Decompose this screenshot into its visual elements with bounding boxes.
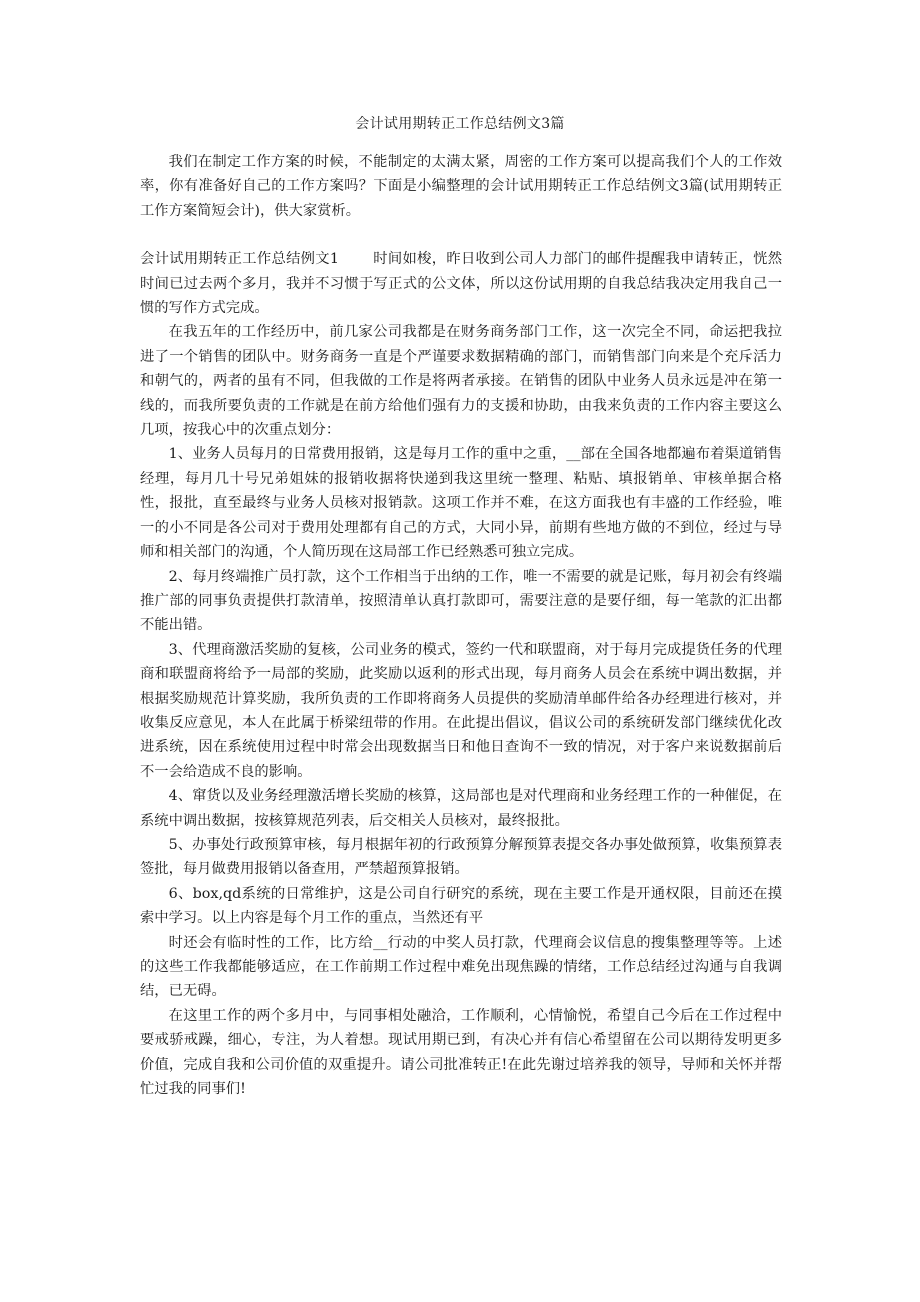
list-item-4: 4、窜货以及业务经理激活增长奖励的核算，这局部也是对代理商和业务经理工作的一种催促，在系统中调出数据，按核算规范列表，后交相关人员核对，最终报批。 — [140, 788, 782, 829]
body-paragraph: 在我五年的工作经历中，前几家公司我都是在财务商务部门工作，这一次完全不同，命运把我拉进了一个销售的团队中。财务商务一直是个严谨要求数据精确的部门，而销售部门向来是个充斥活力和朝气的，两者的虽有不同，但我做的工作是将两者承接。在销售的团队中业务人员永远是冲在第一线的，而我所要负责的工作就是在前方给他们强有力的支援和协助，由我来负责的工作内容主要这么几项，按我心中的次重点划分： — [140, 324, 782, 439]
intro-paragraph: 我们在制定工作方案的时候，不能制定的太满太紧，周密的工作方案可以提高我们个人的工作效率，你有准备好自己的工作方案吗？下面是小编整理的会计试用期转正工作总结例文3篇(试用期转正工作方案简短会计)，供大家赏析。 — [140, 154, 782, 219]
list-item-2: 2、每月终端推广员打款，这个工作相当于出纳的工作，唯一不需要的就是记账，每月初会有终端推广部的同事负责提供打款清单，按照清单认真打款即可，需要注意的是要仔细，每一笔款的汇出都不能出错。 — [140, 568, 782, 634]
list-item-5: 5、办事处行政预算审核，每月根据年初的行政预算分解预算表提交各办事处做预算，收集预算表签批，每月做费用报销以备查用，严禁超预算报销。 — [140, 836, 782, 878]
document-body — [140, 150, 782, 1101]
paragraph-gap — [140, 223, 782, 247]
list-item-6: 6、box,qd系统的日常维护，这是公司自行研究的系统，现在主要工作是开通权限，目前还在摸索中学习。以上内容是每个月工作的重点，当然还有平 — [140, 885, 782, 927]
list-item-3: 3、代理商激活奖励的复核，公司业务的模式，签约一代和联盟商，对于每月完成提货任务的代理商和联盟商将给予一局部的奖励，此奖励以返利的形式出现，每月商务人员会在系统中调出数据，并根据奖励规范计算奖励，我所负责的工作即将商务人员提供的奖励清单邮件给各办经理进行核对，并收集反应意见，本人在此属于桥梁纽带的作用。在此提出倡议，倡议公司的系统研发部门继续优化改进系统，因在系统使用过程中时常会出现数据当日和他日查询不一致的情况，对于客户来说数据前后不一会给造成不良的影响。 — [140, 641, 782, 780]
document-title: 会计试用期转正工作总结例文3篇 — [355, 116, 565, 132]
section-heading: 会计试用期转正工作总结例文1 — [140, 251, 339, 268]
list-item-1: 1、业务人员每月的日常费用报销，这是每月工作的重中之重，__部在全国各地都遍布着渠道销售经理，每月几十号兄弟姐妹的报销收据将快递到我这里统一整理、粘贴、填报销单、审核单据合格性，报批，直至最终与业务人员核对报销款。这项工作并不难，在这方面我也有丰盛的工作经验，唯一的小不同是各公司对于费用处理都有自己的方式，大同小异，前期有些地方做的不到位，经过与导师和相关部门的沟通，个人简历现在这局部工作已经熟悉可独立完成。 — [140, 446, 782, 561]
section-first-paragraph — [140, 247, 782, 320]
closing-paragraph: 在这里工作的两个多月中，与同事相处融洽，工作顺利，心情愉悦，希望自己今后在工作过程中要戒骄戒躁，细心，专注，为人着想。现试用期已到，有决心并有信心希望留在公司以期待发明更多价值，完成自我和公司价值的双重提升。请公司批准转正!在此先谢过培养我的领导，导师和关怀并帮忙过我的同事们! — [140, 1007, 782, 1098]
body-paragraph: 时还会有临时性的工作，比方给__行动的中奖人员打款，代理商会议信息的搜集整理等等。上述的这些工作我都能够适应，在工作前期工作过程中难免出现焦躁的情绪，工作总结经过沟通与自我调结，已无碍。 — [140, 934, 782, 1000]
section-first-text: 时间如梭，昨日收到公司人力部门的邮件提醒我申请转正，恍然时间已过去两个多月，我并不习惯于写正式的公文体，所以这份试用期的自我总结我决定用我自己一惯的写作方式完成。 — [140, 251, 782, 317]
